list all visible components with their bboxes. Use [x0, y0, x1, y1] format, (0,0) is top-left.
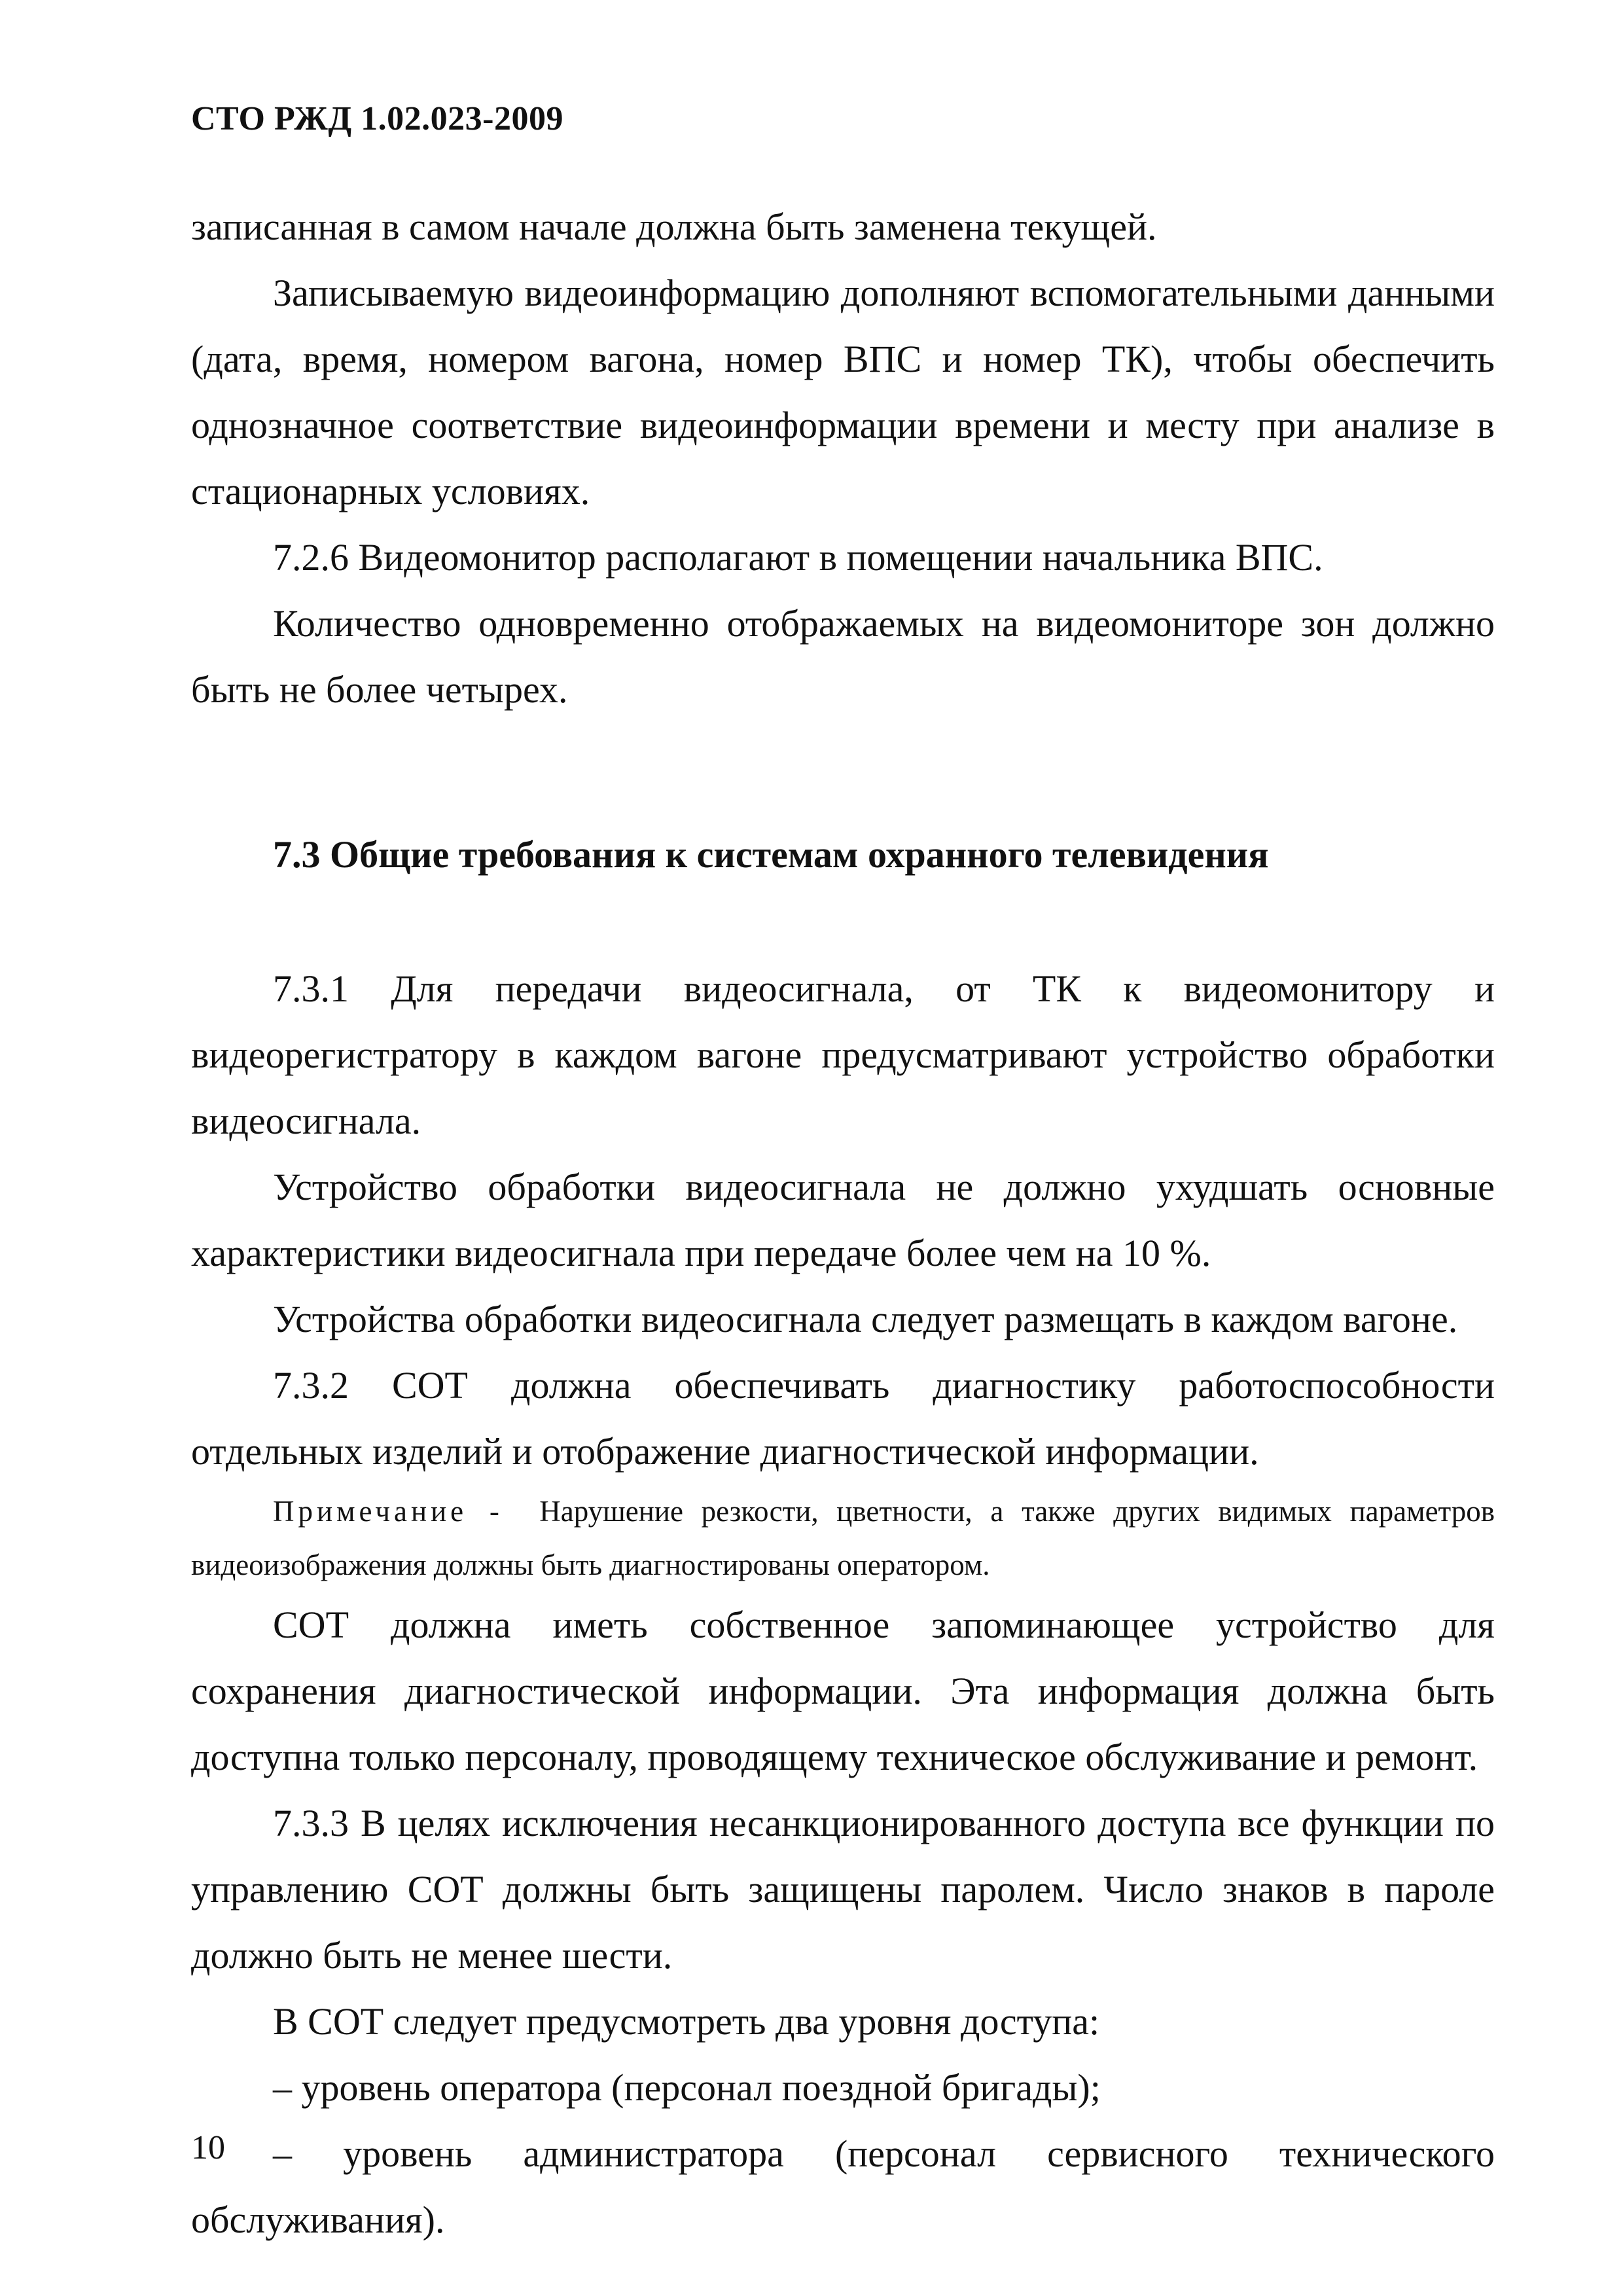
document-code-header: СТО РЖД 1.02.023-2009 — [191, 100, 563, 137]
paragraph-7-3-2: 7.3.2 СОТ должна обеспечивать диагностику работоспособности отдельных изделий и отображение диагностической информации. — [191, 1364, 1495, 1473]
page-number: 10 — [191, 2129, 225, 2166]
paragraph-device-placement: Устройства обработки видеосигнала следует размещать в каждом вагоне. — [273, 1298, 1458, 1340]
list-item-operator: – уровень оператора (персонал поездной бригады); — [273, 2066, 1101, 2109]
paragraph-aux-data: Записываемую видеоинформацию дополняют вспомогательными данными (дата, время, номером вагона, номер ВПС и номер ТК), чтобы обеспечить однозначное соответствие видеоинформации времени и месту при анализе в стационарных условиях. — [191, 272, 1495, 512]
paragraph-processing-device: Устройство обработки видеосигнала не должно ухудшать основные характеристики видеосигнала при передаче более чем на 10 %. — [191, 1166, 1495, 1274]
paragraph-zone-count: Количество одновременно отображаемых на видеомониторе зон должно быть не более четырех. — [191, 602, 1495, 711]
note-text: Нарушение резкости, цветности, а также других видимых параметров видеоизображения должны быть диагностированы оператором. — [191, 1495, 1495, 1581]
note-label: Примечание - — [273, 1495, 503, 1528]
document-body — [191, 194, 1495, 2253]
paragraph-7-2-6: 7.2.6 Видеомонитор располагают в помещении начальника ВПС. — [273, 536, 1323, 579]
paragraph-storage-device: СОТ должна иметь собственное запоминающее устройство для сохранения диагностической информации. Эта информация должна быть доступна только персоналу, проводящему техническое обслуживание и ремонт. — [191, 1604, 1495, 1778]
note-block — [191, 1484, 1495, 1592]
paragraph-continuation: записанная в самом начале должна быть заменена текущей. — [191, 206, 1157, 248]
paragraph-access-levels: В СОТ следует предусмотреть два уровня доступа: — [273, 2000, 1100, 2043]
paragraph-7-3-3: 7.3.3 В целях исключения несанкционированного доступа все функции по управлению СОТ должны быть защищены паролем. Число знаков в пароле должно быть не менее шести. — [191, 1802, 1495, 1977]
section-heading-7-3: 7.3 Общие требования к системам охранного телевидения — [273, 833, 1269, 876]
list-item-administrator: – уровень администратора (персонал сервисного технического обслуживания). — [191, 2132, 1495, 2241]
paragraph-7-3-1: 7.3.1 Для передачи видеосигнала, от ТК к видеомонитору и видеорегистратору в каждом вагоне предусматривают устройство обработки видеосигнала. — [191, 967, 1495, 1142]
